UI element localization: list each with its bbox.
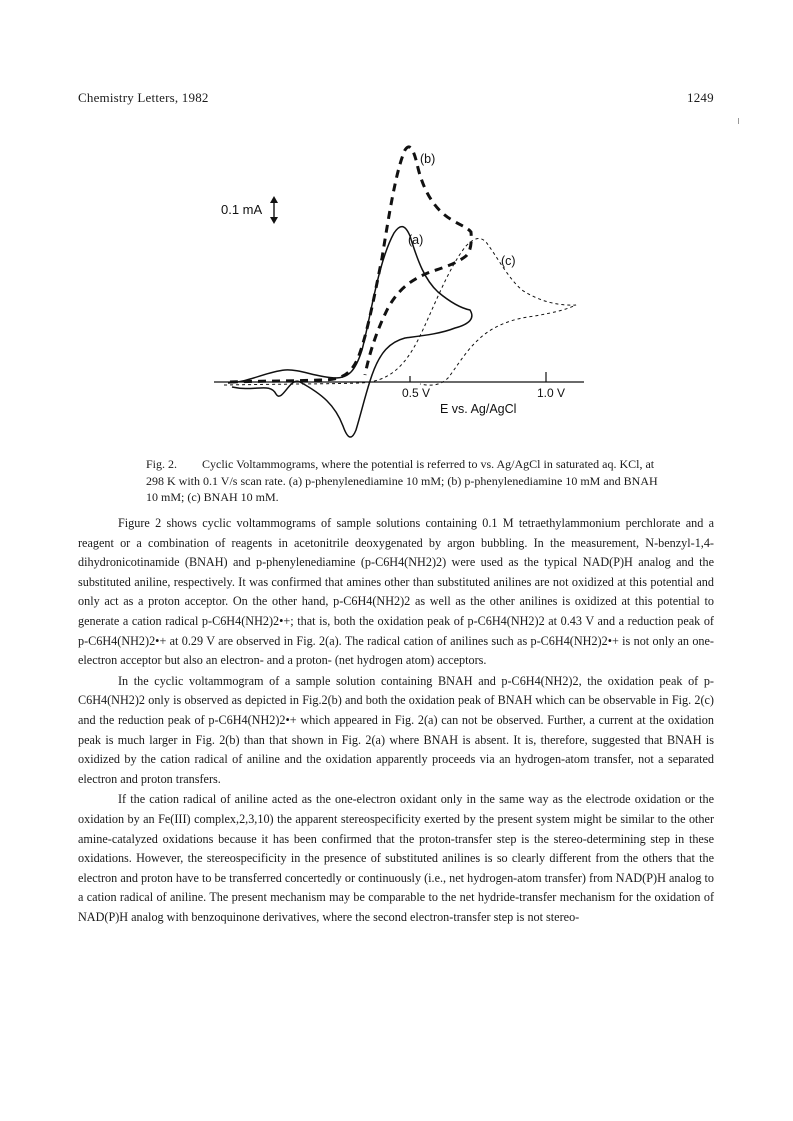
curve-c-label: (c) — [501, 254, 516, 268]
current-scale-bar — [270, 196, 278, 224]
tick-label-1-0v: 1.0 V — [537, 386, 566, 400]
cyclic-voltammogram-figure — [0, 0, 793, 450]
axis-label: E vs. Ag/AgCl — [440, 402, 517, 416]
curve-b — [230, 147, 471, 382]
scale-bar-label: 0.1 mA — [221, 202, 263, 217]
running-header-journal: Chemistry Letters, 1982 — [78, 90, 209, 105]
article-body — [78, 514, 714, 927]
figure-number: Fig. 2. — [146, 457, 178, 471]
curve-c — [224, 239, 576, 386]
figure-caption — [146, 456, 666, 506]
curve-b-label: (b) — [420, 152, 436, 166]
paragraph-3: If the cation radical of aniline acted as the one-electron oxidant only in the same way as the electrode oxidation or the oxidation by an Fe(III) complex,2,3,10) the apparent stereospecificity exerted by the present system might be similar to the other amine-catalyzed oxidations because it has been confirmed that the proton-transfer step is the stereo-determining step in these oxidations. However, the stereospecificity in the presence of substituted anilines is so clearly different from the others that the electron and proton have to be transferred concertedly or continuously (i.e., net hydrogen-atom transfer) from NAD(P)H analog to a cation radical of aniline. The present mechanism may be comparable to the net hydride-transfer mechanism for the oxidation of NAD(P)H analog with benzoquinone derivatives, where the second electron-transfer step is not stereo- — [78, 792, 714, 924]
tick-label-0-5v: 0.5 V — [402, 386, 431, 400]
curve-a-label: (a) — [408, 233, 424, 247]
paragraph-2: In the cyclic voltammogram of a sample solution containing BNAH and p-C6H4(NH2)2, the oxidation peak of p-C6H4(NH2)2 only is observed as depicted in Fig.2(b) and both the oxidation peak of BNAH which can be observable in Fig. 2(c) and the reduction peak of p-C6H4(NH2)2•+ which appeared in Fig. 2(a) can not be observed. Further, a current at the oxidation peak is much larger in Fig. 2(b) than that shown in Fig. 2(a) where BNAH is absent. It is, therefore, suggested that BNAH is oxidized by the cation radical of aniline and the oxidation apparently proceeds via an hydrogen-atom transfer, not a separated electron and proton transfers. — [78, 673, 714, 786]
caption-text: Cyclic Voltammograms, where the potential is referred to vs. Ag/AgCl in saturated aq. KCl, at 298 K with 0.1 V/s scan rate. (a) p-phenylenediamine 10 mM; (b) p-phenylenediamine 10 mM and BNAH 10 mM; (c) BNAH 10 mM. — [146, 457, 658, 504]
page-number: 1249 — [687, 90, 714, 105]
paragraph-1: Figure 2 shows cyclic voltammograms of sample solutions containing 0.1 M tetraethylammonium perchlorate and a reagent or a combination of reagents in acetonitrile deoxygenated by argon bubbling. In the measurement, N-benzyl-1,4-dihydronicotinamide (BNAH) and p-phenylenediamine (p-C6H4(NH2)2) were used as the typical NAD(P)H analog and the substituted aniline, respectively. It was confirmed that amines other than substituted anilines are not oxidized at this potential and only act as a proton acceptor. On the other hand, p-C6H4(NH2)2 as well as the other anilines is oxidized at this potential to generate a cation radical p-C6H4(NH2)2•+; that is, both the oxidation peak of p-C6H4(NH2)2 at 0.43 V and a reduction peak of p-C6H4(NH2)2•+ at 0.29 V are observed in Fig. 2(a). The radical cation of anilines such as p-C6H4(NH2)2•+ is not only an one-electron acceptor but also an electron- and a proton- (net hydrogen atom) acceptors. — [78, 516, 714, 668]
curve-a — [228, 227, 472, 437]
